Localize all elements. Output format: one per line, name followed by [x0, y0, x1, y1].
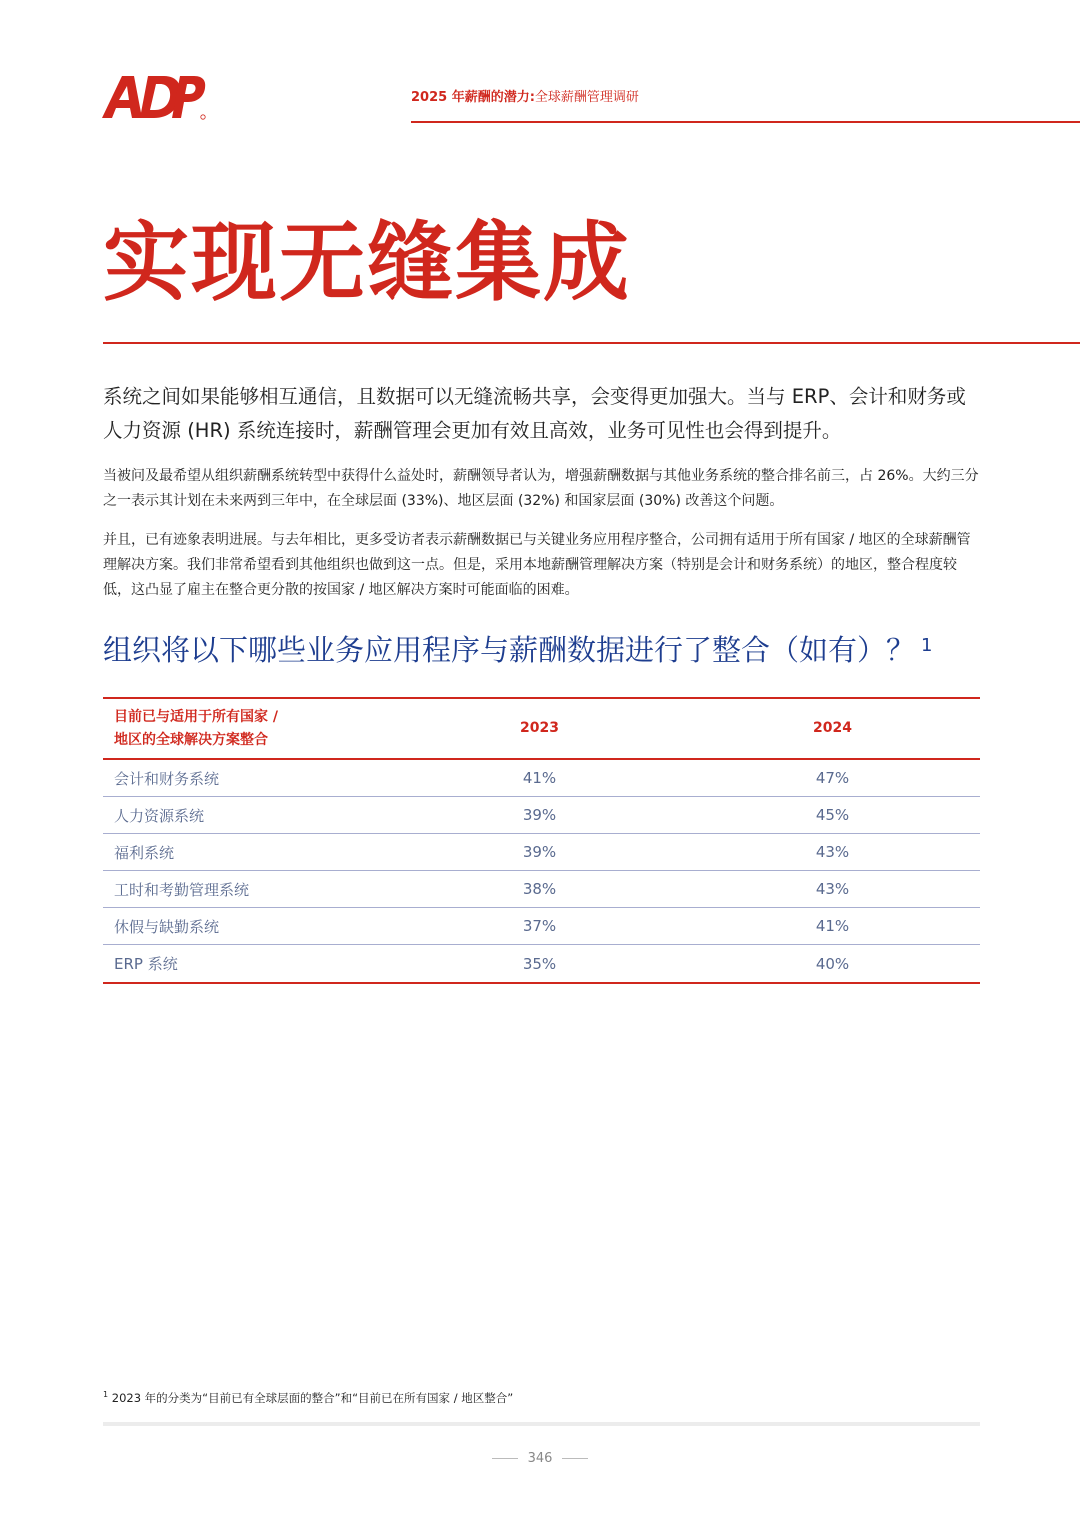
- row-value-2024: 43%: [815, 880, 850, 898]
- table-row: [103, 834, 980, 871]
- row-value-2023: 39%: [522, 843, 557, 861]
- page-number-dash-right: [562, 1458, 588, 1459]
- report-header: [411, 86, 639, 105]
- table-question-heading: [103, 628, 1003, 672]
- row-label: 会计和财务系统: [114, 769, 220, 788]
- integration-table: [103, 697, 980, 984]
- question-text: 组织将以下哪些业务应用程序与薪酬数据进行了整合（如有）？: [103, 633, 916, 667]
- footnote-text: 2023 年的分类为“目前已有全球层面的整合”和“目前已在所有国家 / 地区整合”: [111, 1391, 514, 1405]
- row-value-2024: 40%: [815, 954, 850, 973]
- table-body: [103, 760, 980, 982]
- row-value-2023: 35%: [522, 954, 557, 973]
- table-row: [103, 945, 980, 982]
- page-number-dash-left: [492, 1458, 518, 1459]
- lead-paragraph: 系统之间如果能够相互通信，且数据可以无缝流畅共享，会变得更加强大。当与 ERP、会计和财务或人力资源 (HR) 系统连接时，薪酬管理会更加有效且高效，业务可见性也会得到提升。: [103, 385, 966, 442]
- footnote-marker: 1: [103, 1390, 109, 1399]
- question-footnote-ref: 1: [921, 635, 933, 656]
- row-value-2024: 41%: [815, 917, 850, 935]
- footnote: [103, 1390, 513, 1406]
- body-paragraph-1: 当被问及最希望从组织薪酬系统转型中获得什么益处时，薪酬领导者认为，增强薪酬数据与其他业务系统的整合排名前三，占 26%。大约三分之一表示其计划在未来两到三年中，在全球层面 (33%)、地区层面 (32%) 和国家层面 (30%) 改善这个问题。: [103, 468, 979, 509]
- row-value-2023: 41%: [522, 769, 557, 787]
- row-value-2023: 37%: [522, 917, 557, 935]
- table-header-2023: 2023: [520, 720, 559, 736]
- table-header-label: 目前已与适用于所有国家 / 地区的全球解决方案整合: [114, 708, 278, 748]
- table-row: [103, 797, 980, 834]
- table-header-row: [103, 699, 980, 760]
- table-row: [103, 760, 980, 797]
- row-value-2023: 39%: [522, 806, 557, 824]
- page-title: 实现无缝集成: [103, 213, 631, 313]
- row-value-2024: 45%: [815, 806, 850, 824]
- adp-logo: [100, 72, 206, 120]
- table-header-2024: 2024: [813, 720, 852, 736]
- table-bottom-rule: [103, 982, 980, 984]
- row-label: 工时和考勤管理系统: [114, 880, 250, 899]
- row-value-2023: 38%: [522, 880, 557, 898]
- row-label: 福利系统: [114, 843, 175, 862]
- row-value-2024: 43%: [815, 843, 850, 861]
- header-divider: [411, 121, 1080, 123]
- title-divider: [103, 342, 1080, 344]
- table-row: [103, 871, 980, 908]
- report-header-subtitle: 全球薪酬管理调研: [534, 90, 639, 105]
- row-value-2024: 47%: [815, 769, 850, 787]
- page-number-text: 346: [527, 1451, 553, 1466]
- report-header-year: 2025 年薪酬的潜力:: [411, 90, 535, 105]
- row-label: 休假与缺勤系统: [114, 917, 220, 936]
- table-row: [103, 908, 980, 945]
- row-label: 人力资源系统: [114, 806, 205, 825]
- page-number: [0, 1451, 1080, 1466]
- body-paragraph-2: 并且，已有迹象表明进展。与去年相比，更多受访者表示薪酬数据已与关键业务应用程序整合，公司拥有适用于所有国家 / 地区的全球薪酬管理解决方案。我们非常希望看到其他组织也做到这一点。但是，采用本地薪酬管理解决方案（特别是会计和财务系统）的地区，整合程度较低，这凸显了雇主在整合更分散的按国家 / 地区解决方案时可能面临的困难。: [103, 532, 971, 598]
- row-label: ERP 系统: [114, 955, 178, 973]
- footer-bar: [103, 1422, 980, 1426]
